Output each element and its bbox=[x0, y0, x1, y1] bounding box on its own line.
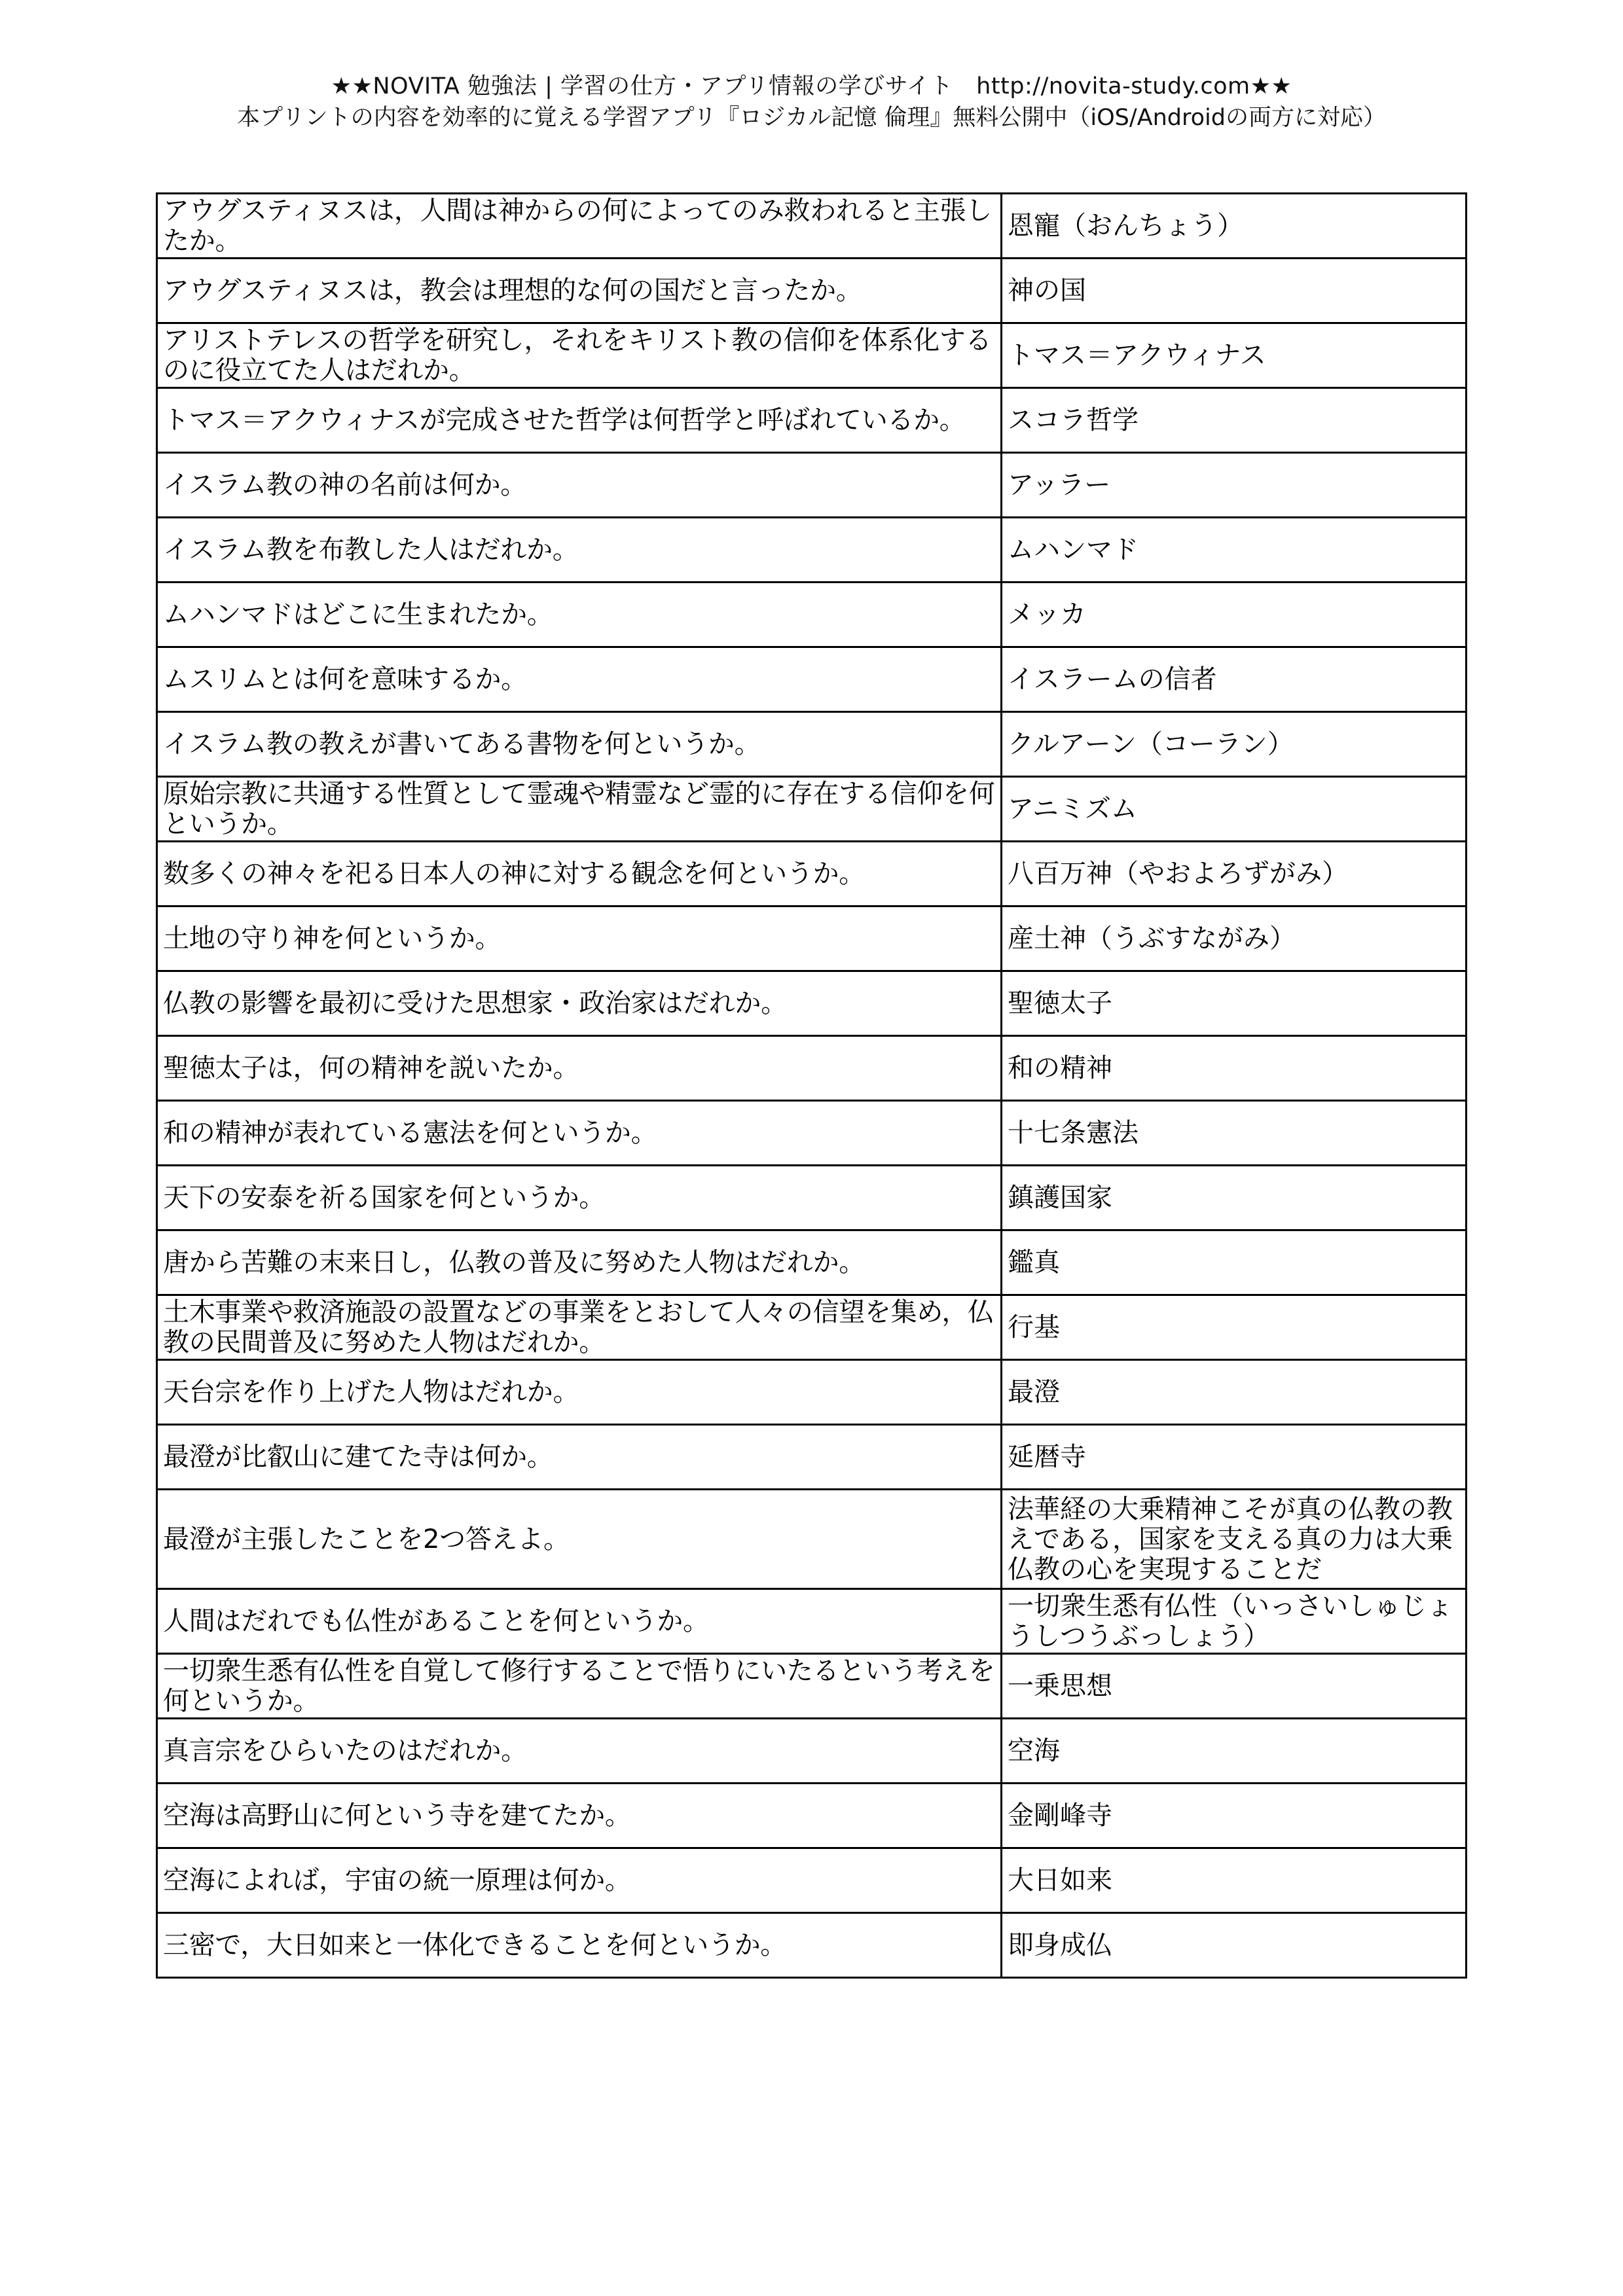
table-row bbox=[157, 518, 1467, 583]
question-text: 唐から苦難の末来日し，仏教の普及に努めた人物はだれか。 bbox=[163, 1247, 865, 1278]
answer-cell bbox=[1002, 1295, 1467, 1360]
answer-cell bbox=[1002, 1719, 1467, 1784]
answer-cell bbox=[1002, 1490, 1467, 1589]
question-cell bbox=[157, 1589, 1002, 1654]
answer-text: ムハンマド bbox=[1008, 535, 1139, 565]
question-cell bbox=[157, 1360, 1002, 1425]
question-cell bbox=[157, 1784, 1002, 1848]
table-row bbox=[157, 1848, 1467, 1913]
table-row bbox=[157, 1230, 1467, 1295]
question-text: 原始宗教に共通する性質として霊魂や精霊など霊的に存在する信仰を何というか。 bbox=[163, 779, 995, 839]
question-cell bbox=[157, 1913, 1002, 1978]
table-row bbox=[157, 1490, 1467, 1589]
table-row bbox=[157, 842, 1467, 906]
answer-cell bbox=[1002, 842, 1467, 906]
answer-text: スコラ哲学 bbox=[1008, 405, 1139, 435]
table-row bbox=[157, 1913, 1467, 1978]
table-row bbox=[157, 1360, 1467, 1425]
answer-text: 鑑真 bbox=[1008, 1247, 1060, 1278]
answer-cell bbox=[1002, 453, 1467, 518]
answer-cell bbox=[1002, 1101, 1467, 1166]
question-cell bbox=[157, 453, 1002, 518]
question-text: 仏教の影響を最初に受けた思想家・政治家はだれか。 bbox=[163, 988, 787, 1018]
answer-cell bbox=[1002, 1360, 1467, 1425]
answer-cell bbox=[1002, 194, 1467, 259]
question-cell bbox=[157, 1490, 1002, 1589]
table-row bbox=[157, 647, 1467, 712]
answer-text: 一切衆生悉有仏性（いっさいしゅじょうしつうぶっしょう） bbox=[1008, 1591, 1453, 1651]
answer-cell bbox=[1002, 906, 1467, 971]
answer-text: イスラームの信者 bbox=[1008, 664, 1217, 694]
answer-text: 恩寵（おんちょう） bbox=[1008, 211, 1243, 241]
question-cell bbox=[157, 647, 1002, 712]
question-cell bbox=[157, 194, 1002, 259]
question-text: ムスリムとは何を意味するか。 bbox=[163, 664, 527, 694]
answer-cell bbox=[1002, 1589, 1467, 1654]
answer-text: 一乗思想 bbox=[1008, 1671, 1112, 1701]
question-text: 土地の守り神を何というか。 bbox=[163, 924, 501, 954]
question-text: 空海は高野山に何という寺を建てたか。 bbox=[163, 1801, 631, 1831]
answer-text: 産土神（うぶすながみ） bbox=[1008, 924, 1296, 954]
answer-text: 神の国 bbox=[1008, 276, 1086, 306]
answer-cell bbox=[1002, 323, 1467, 388]
header-app-line: 本プリントの内容を効率的に覚える学習アプリ『ロジカル記憶 倫理』無料公開中（iOS/Androidの両方に対応） bbox=[237, 105, 1386, 131]
question-cell bbox=[157, 1848, 1002, 1913]
question-text: アウグスティヌスは，教会は理想的な何の国だと言ったか。 bbox=[163, 276, 862, 306]
answer-cell bbox=[1002, 971, 1467, 1036]
answer-text: 延暦寺 bbox=[1008, 1442, 1086, 1472]
question-text: 数多くの神々を祀る日本人の神に対する観念を何というか。 bbox=[163, 859, 865, 889]
answer-cell bbox=[1002, 1230, 1467, 1295]
question-text: アリストテレスの哲学を研究し，それをキリスト教の信仰を体系化するのに役立てた人はだれか。 bbox=[163, 325, 992, 386]
qa-table-body bbox=[157, 194, 1467, 1978]
table-row bbox=[157, 388, 1467, 453]
table-row bbox=[157, 712, 1467, 777]
question-text: イスラム教の教えが書いてある書物を何というか。 bbox=[163, 729, 761, 759]
question-text: 人間はだれでも仏性があることを何というか。 bbox=[163, 1606, 709, 1636]
table-row bbox=[157, 906, 1467, 971]
answer-text: 空海 bbox=[1008, 1736, 1060, 1766]
answer-text: 八百万神（やおよろずがみ） bbox=[1008, 859, 1348, 889]
question-cell bbox=[157, 777, 1002, 842]
answer-cell bbox=[1002, 1425, 1467, 1490]
answer-cell bbox=[1002, 647, 1467, 712]
question-cell bbox=[157, 971, 1002, 1036]
question-cell bbox=[157, 1101, 1002, 1166]
question-text: 土木事業や救済施設の設置などの事業をとおして人々の信望を集め，仏教の民間普及に努めた人物はだれか。 bbox=[163, 1297, 994, 1357]
table-row bbox=[157, 1166, 1467, 1230]
question-text: 空海によれば，宇宙の統一原理は何か。 bbox=[163, 1865, 631, 1895]
table-row bbox=[157, 1784, 1467, 1848]
question-text: 三密で，大日如来と一体化できることを何というか。 bbox=[163, 1930, 786, 1960]
answer-text: アッラー bbox=[1008, 470, 1111, 500]
question-cell bbox=[157, 323, 1002, 388]
answer-text: 和の精神 bbox=[1008, 1053, 1112, 1083]
question-text: アウグスティヌスは，人間は神からの何によってのみ救われると主張したか。 bbox=[163, 196, 992, 256]
page-header bbox=[0, 71, 1623, 134]
question-cell bbox=[157, 259, 1002, 323]
answer-text: 大日如来 bbox=[1008, 1865, 1112, 1895]
qa-table bbox=[156, 192, 1467, 1979]
table-row bbox=[157, 1295, 1467, 1360]
table-row bbox=[157, 1425, 1467, 1490]
question-cell bbox=[157, 1654, 1002, 1719]
table-row bbox=[157, 453, 1467, 518]
question-cell bbox=[157, 712, 1002, 777]
question-cell bbox=[157, 583, 1002, 647]
table-row bbox=[157, 1719, 1467, 1784]
answer-cell bbox=[1002, 1848, 1467, 1913]
question-cell bbox=[157, 1425, 1002, 1490]
question-text: ムハンマドはどこに生まれたか。 bbox=[163, 600, 553, 630]
answer-text: クルアーン（コーラン） bbox=[1008, 729, 1294, 759]
answer-cell bbox=[1002, 1784, 1467, 1848]
question-text: 天下の安泰を祈る国家を何というか。 bbox=[163, 1183, 605, 1213]
answer-cell bbox=[1002, 259, 1467, 323]
question-cell bbox=[157, 1719, 1002, 1784]
question-cell bbox=[157, 518, 1002, 583]
question-cell bbox=[157, 388, 1002, 453]
question-text: 最澄が主張したことを2つ答えよ。 bbox=[163, 1524, 570, 1554]
answer-cell bbox=[1002, 712, 1467, 777]
table-row bbox=[157, 1589, 1467, 1654]
question-text: 一切衆生悉有仏性を自覚して修行することで悟りにいたるという考えを何というか。 bbox=[163, 1656, 995, 1716]
table-row bbox=[157, 1654, 1467, 1719]
answer-text: トマス＝アクウィナス bbox=[1008, 340, 1266, 370]
table-row bbox=[157, 323, 1467, 388]
question-text: 天台宗を作り上げた人物はだれか。 bbox=[163, 1377, 579, 1407]
answer-text: 金剛峰寺 bbox=[1008, 1801, 1112, 1831]
answer-text: 法華経の大乗精神こそが真の仏教の教えである，国家を支える真の力は大乗仏教の心を実現することだ bbox=[1008, 1494, 1453, 1585]
answer-cell bbox=[1002, 777, 1467, 842]
question-cell bbox=[157, 1295, 1002, 1360]
question-text: トマス＝アクウィナスが完成させた哲学は何哲学と呼ばれているか。 bbox=[163, 405, 966, 435]
question-cell bbox=[157, 1036, 1002, 1101]
answer-text: 聖徳太子 bbox=[1008, 988, 1112, 1018]
answer-text: アニミズム bbox=[1008, 794, 1137, 824]
question-text: イスラム教の神の名前は何か。 bbox=[163, 470, 526, 500]
answer-text: 最澄 bbox=[1008, 1377, 1060, 1407]
question-text: 最澄が比叡山に建てた寺は何か。 bbox=[163, 1442, 553, 1472]
answer-text: 十七条憲法 bbox=[1008, 1118, 1139, 1148]
question-cell bbox=[157, 906, 1002, 971]
question-text: 聖徳太子は，何の精神を説いたか。 bbox=[163, 1053, 579, 1083]
question-text: 真言宗をひらいたのはだれか。 bbox=[163, 1736, 527, 1766]
answer-text: 鎮護国家 bbox=[1008, 1183, 1112, 1213]
answer-text: 即身成仏 bbox=[1008, 1930, 1112, 1960]
table-row bbox=[157, 1101, 1467, 1166]
question-text: 和の精神が表れている憲法を何というか。 bbox=[163, 1118, 657, 1148]
answer-cell bbox=[1002, 1166, 1467, 1230]
table-row bbox=[157, 194, 1467, 259]
answer-cell bbox=[1002, 518, 1467, 583]
answer-text: メッカ bbox=[1008, 600, 1086, 630]
table-row bbox=[157, 1036, 1467, 1101]
answer-cell bbox=[1002, 388, 1467, 453]
answer-text: 行基 bbox=[1008, 1312, 1060, 1342]
answer-cell bbox=[1002, 583, 1467, 647]
question-cell bbox=[157, 842, 1002, 906]
table-row bbox=[157, 259, 1467, 323]
answer-cell bbox=[1002, 1913, 1467, 1978]
header-site-line: ★★NOVITA 勉強法 | 学習の仕方・アプリ情報の学びサイト http://novita-study.com★★ bbox=[331, 73, 1292, 99]
answer-cell bbox=[1002, 1654, 1467, 1719]
table-row bbox=[157, 583, 1467, 647]
table-row bbox=[157, 971, 1467, 1036]
question-cell bbox=[157, 1230, 1002, 1295]
answer-cell bbox=[1002, 1036, 1467, 1101]
question-cell bbox=[157, 1166, 1002, 1230]
question-text: イスラム教を布教した人はだれか。 bbox=[163, 535, 579, 565]
table-row bbox=[157, 777, 1467, 842]
